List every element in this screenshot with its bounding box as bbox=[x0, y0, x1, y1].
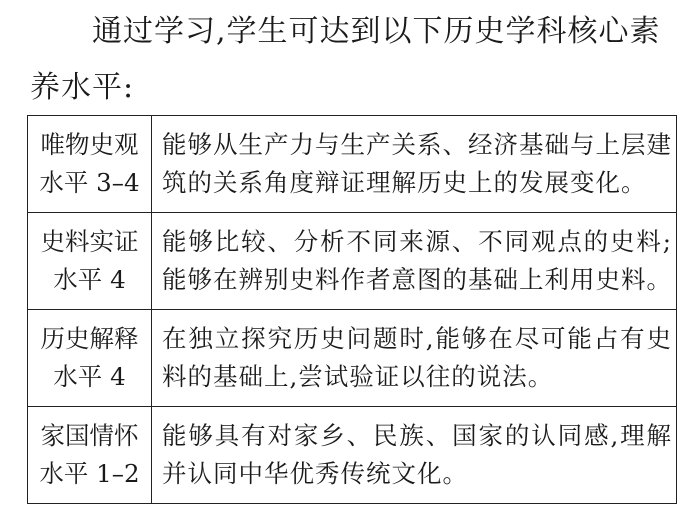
description-cell: 能够比较、分析不同来源、不同观点的史料;能够在辨别史料作者意图的基础上利用史料。 bbox=[152, 213, 677, 310]
literacy-table bbox=[27, 115, 677, 504]
intro-text: 通过学习,学生可达到以下历史学科核心素养水平: bbox=[30, 14, 661, 105]
description-cell: 能够从生产力与生产关系、经济基础与上层建筑的关系角度辩证理解历史上的发展变化。 bbox=[152, 116, 677, 213]
category-level: 水平 3–4 bbox=[39, 168, 140, 197]
table-row bbox=[28, 213, 677, 310]
category-name: 历史解释 bbox=[40, 324, 139, 353]
description-cell: 在独立探究历史问题时,能够在尽可能占有史料的基础上,尝试验证以往的说法。 bbox=[152, 310, 677, 407]
table-row bbox=[28, 116, 677, 213]
category-cell bbox=[28, 213, 152, 310]
category-level: 水平 4 bbox=[53, 362, 126, 391]
category-level: 水平 1–2 bbox=[39, 459, 140, 488]
category-name: 唯物史观 bbox=[40, 130, 139, 159]
table-row bbox=[28, 310, 677, 407]
table-row bbox=[28, 407, 677, 504]
category-cell bbox=[28, 116, 152, 213]
category-cell bbox=[28, 310, 152, 407]
category-name: 家国情怀 bbox=[40, 421, 139, 450]
description-cell: 能够具有对家乡、民族、国家的认同感,理解并认同中华优秀传统文化。 bbox=[152, 407, 677, 504]
category-level: 水平 4 bbox=[53, 265, 126, 294]
category-name: 史料实证 bbox=[40, 227, 139, 256]
category-cell bbox=[28, 407, 152, 504]
